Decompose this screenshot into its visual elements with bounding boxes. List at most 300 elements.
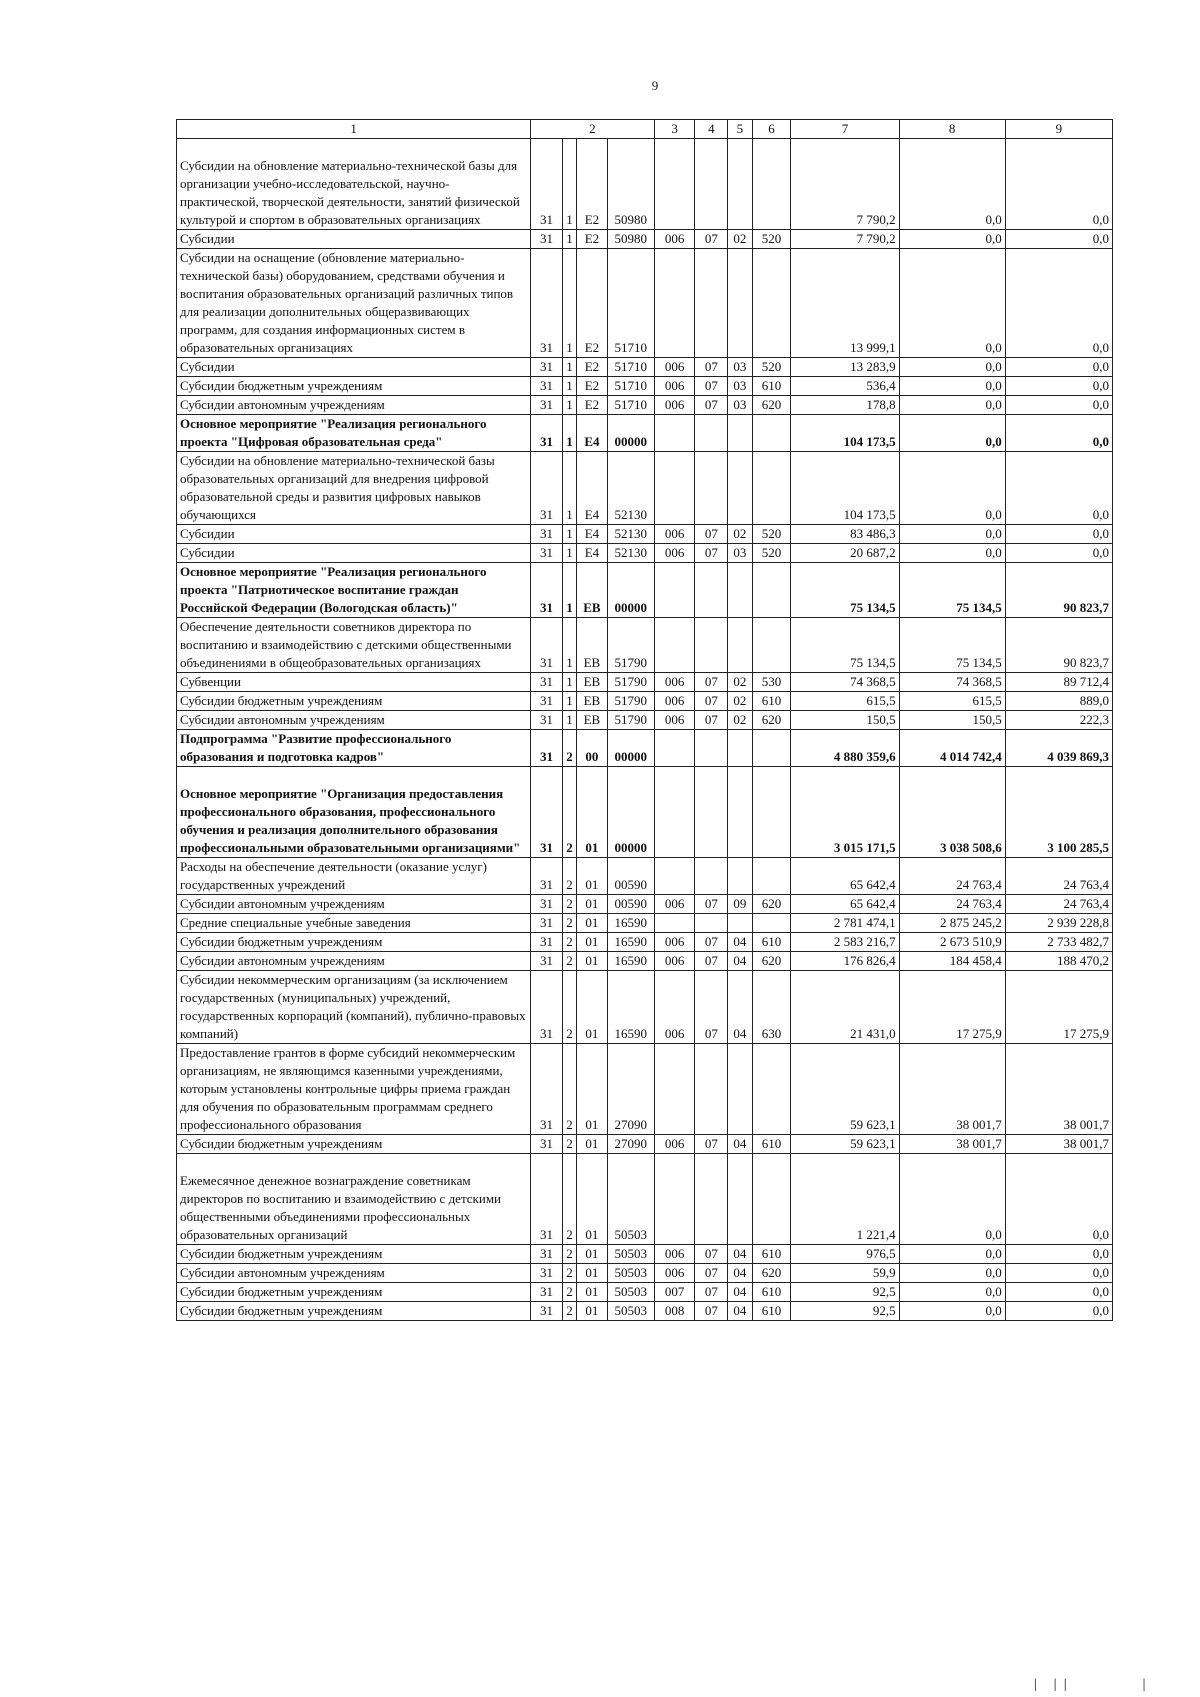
column-header: 8 [899, 120, 1005, 139]
row-name: Субсидии бюджетным учреждениям [177, 1283, 531, 1302]
amount-col-9: 0,0 [1005, 377, 1112, 396]
code-program: 31 [531, 785, 563, 858]
code-activity: EB [577, 692, 608, 711]
code-direction: 16590 [607, 933, 654, 952]
amount-col-9: 0,0 [1005, 415, 1112, 452]
code-program: 31 [531, 563, 563, 618]
row-name: Субсидии автономным учреждениям [177, 895, 531, 914]
amount-col-7: 2 583 216,7 [791, 933, 899, 952]
amount-col-8: 75 134,5 [899, 618, 1005, 673]
code-section: 07 [695, 230, 728, 249]
code-subprogram: 2 [562, 1245, 576, 1264]
code-direction: 51710 [607, 358, 654, 377]
code-program: 31 [531, 618, 563, 673]
code-program: 31 [531, 452, 563, 525]
row-name: Субсидии [177, 230, 531, 249]
amount-col-8: 0,0 [899, 157, 1005, 230]
code-program: 31 [531, 1135, 563, 1154]
table-row [177, 914, 1113, 933]
code-expense-type [752, 249, 791, 358]
amount-col-8: 38 001,7 [899, 1044, 1005, 1135]
amount-col-9: 3 100 285,5 [1005, 785, 1112, 858]
code-department [654, 452, 695, 525]
table-row [177, 452, 1113, 525]
table-row [177, 673, 1113, 692]
amount-col-9: 0,0 [1005, 1302, 1112, 1321]
code-expense-type [752, 452, 791, 525]
code-activity: 00 [577, 730, 608, 767]
amount-col-8: 0,0 [899, 1283, 1005, 1302]
code-section: 07 [695, 711, 728, 730]
code-direction: 51790 [607, 692, 654, 711]
code-direction: 51790 [607, 711, 654, 730]
amount-col-9: 0,0 [1005, 230, 1112, 249]
column-header: 9 [1005, 120, 1112, 139]
code-subprogram: 2 [562, 914, 576, 933]
amount-col-9: 90 823,7 [1005, 563, 1112, 618]
code-program: 31 [531, 396, 563, 415]
code-section [695, 1172, 728, 1245]
table-row [177, 1135, 1113, 1154]
code-direction: 00590 [607, 858, 654, 895]
code-department [654, 1172, 695, 1245]
table-row [177, 895, 1113, 914]
code-direction: 50980 [607, 157, 654, 230]
row-name: Субсидии на обновление материально-технической базы для организации учебно-исследовательской, научно-практической, творческой деятельности, занятий физической культурой и спортом в образовательных организациях [177, 157, 531, 230]
amount-col-8: 74 368,5 [899, 673, 1005, 692]
code-subprogram: 2 [562, 1172, 576, 1245]
column-header: 3 [654, 120, 695, 139]
code-direction: 00000 [607, 730, 654, 767]
row-name: Основное мероприятие "Реализация регионального проекта "Цифровая образовательная среда" [177, 415, 531, 452]
code-subsection: 04 [728, 952, 752, 971]
amount-col-7: 59 623,1 [791, 1135, 899, 1154]
code-subprogram: 1 [562, 544, 576, 563]
code-subsection [728, 730, 752, 767]
code-subprogram: 2 [562, 858, 576, 895]
row-name: Субсидии автономным учреждениям [177, 1264, 531, 1283]
scan-margin-mark: | || | [1033, 1677, 1152, 1691]
amount-col-7: 1 221,4 [791, 1172, 899, 1245]
code-direction: 50503 [607, 1264, 654, 1283]
code-program: 31 [531, 157, 563, 230]
code-activity: 01 [577, 1172, 608, 1245]
code-activity: E2 [577, 157, 608, 230]
code-direction: 52130 [607, 452, 654, 525]
amount-col-7: 75 134,5 [791, 563, 899, 618]
code-subsection [728, 914, 752, 933]
code-expense-type: 520 [752, 230, 791, 249]
code-section [695, 914, 728, 933]
code-department: 006 [654, 895, 695, 914]
code-department: 006 [654, 358, 695, 377]
table-row [177, 711, 1113, 730]
code-activity: E4 [577, 415, 608, 452]
table-row [177, 692, 1113, 711]
table-row [177, 249, 1113, 358]
code-expense-type: 520 [752, 525, 791, 544]
code-department: 006 [654, 544, 695, 563]
code-program: 31 [531, 933, 563, 952]
code-subprogram: 1 [562, 563, 576, 618]
amount-col-7: 976,5 [791, 1245, 899, 1264]
code-section [695, 452, 728, 525]
amount-col-8: 38 001,7 [899, 1135, 1005, 1154]
code-subprogram: 1 [562, 358, 576, 377]
row-name: Субсидии [177, 525, 531, 544]
code-subprogram: 1 [562, 692, 576, 711]
amount-col-9: 0,0 [1005, 1264, 1112, 1283]
code-expense-type [752, 1044, 791, 1135]
code-section: 07 [695, 952, 728, 971]
code-subsection: 04 [728, 933, 752, 952]
code-subsection: 03 [728, 396, 752, 415]
amount-col-7: 13 999,1 [791, 249, 899, 358]
row-name: Субсидии автономным учреждениям [177, 396, 531, 415]
amount-col-9: 222,3 [1005, 711, 1112, 730]
code-department: 006 [654, 230, 695, 249]
amount-col-8: 24 763,4 [899, 858, 1005, 895]
code-section: 07 [695, 933, 728, 952]
row-name: Подпрограмма "Развитие профессионального образования и подготовка кадров" [177, 730, 531, 767]
amount-col-7: 615,5 [791, 692, 899, 711]
code-subsection [728, 415, 752, 452]
column-header: 2 [531, 120, 654, 139]
amount-col-7: 536,4 [791, 377, 899, 396]
code-subprogram: 1 [562, 396, 576, 415]
code-expense-type: 520 [752, 358, 791, 377]
amount-col-8: 0,0 [899, 230, 1005, 249]
code-program: 31 [531, 952, 563, 971]
code-subprogram: 2 [562, 952, 576, 971]
code-subprogram: 2 [562, 971, 576, 1044]
row-name: Субсидии автономным учреждениям [177, 711, 531, 730]
code-activity: 01 [577, 1135, 608, 1154]
code-subsection [728, 785, 752, 858]
amount-col-7: 2 781 474,1 [791, 914, 899, 933]
code-direction: 52130 [607, 544, 654, 563]
amount-col-8: 0,0 [899, 358, 1005, 377]
amount-col-8: 24 763,4 [899, 895, 1005, 914]
code-section [695, 157, 728, 230]
code-activity: E4 [577, 544, 608, 563]
amount-col-8: 150,5 [899, 711, 1005, 730]
row-name: Субсидии [177, 544, 531, 563]
code-direction: 16590 [607, 952, 654, 971]
code-expense-type [752, 618, 791, 673]
code-expense-type [752, 914, 791, 933]
code-subprogram: 1 [562, 711, 576, 730]
amount-col-7: 104 173,5 [791, 452, 899, 525]
amount-col-7: 65 642,4 [791, 895, 899, 914]
code-direction: 00590 [607, 895, 654, 914]
table-row [177, 1044, 1113, 1135]
code-section [695, 249, 728, 358]
code-subprogram: 2 [562, 1264, 576, 1283]
code-program: 31 [531, 358, 563, 377]
code-direction: 16590 [607, 971, 654, 1044]
code-subprogram: 1 [562, 618, 576, 673]
row-name: Средние специальные учебные заведения [177, 914, 531, 933]
code-department [654, 858, 695, 895]
code-subprogram: 2 [562, 785, 576, 858]
code-expense-type: 520 [752, 544, 791, 563]
amount-col-9: 0,0 [1005, 544, 1112, 563]
code-subprogram: 1 [562, 415, 576, 452]
code-activity: E4 [577, 525, 608, 544]
table-row [177, 730, 1113, 767]
amount-col-9: 38 001,7 [1005, 1044, 1112, 1135]
code-department: 008 [654, 1302, 695, 1321]
code-program: 31 [531, 1044, 563, 1135]
code-activity: 01 [577, 933, 608, 952]
code-department [654, 1044, 695, 1135]
code-program: 31 [531, 1302, 563, 1321]
code-activity: EB [577, 711, 608, 730]
code-expense-type: 610 [752, 377, 791, 396]
column-header: 5 [728, 120, 752, 139]
amount-col-7: 7 790,2 [791, 230, 899, 249]
amount-col-8: 17 275,9 [899, 971, 1005, 1044]
code-expense-type [752, 858, 791, 895]
code-activity: 01 [577, 1044, 608, 1135]
amount-col-9: 89 712,4 [1005, 673, 1112, 692]
table-row [177, 358, 1113, 377]
table-row [177, 525, 1113, 544]
table-row [177, 1283, 1113, 1302]
code-subsection [728, 618, 752, 673]
code-department [654, 415, 695, 452]
amount-col-8: 0,0 [899, 452, 1005, 525]
amount-col-7: 59,9 [791, 1264, 899, 1283]
table-row [177, 563, 1113, 618]
code-activity: E2 [577, 396, 608, 415]
code-direction: 51710 [607, 377, 654, 396]
code-subsection [728, 1044, 752, 1135]
code-department [654, 785, 695, 858]
spacer-row [177, 139, 1113, 158]
code-department: 006 [654, 377, 695, 396]
amount-col-9: 0,0 [1005, 1245, 1112, 1264]
code-activity: 01 [577, 1245, 608, 1264]
code-subprogram: 1 [562, 673, 576, 692]
amount-col-9: 24 763,4 [1005, 895, 1112, 914]
table-row [177, 971, 1113, 1044]
spacer-row [177, 1154, 1113, 1173]
code-subsection: 02 [728, 230, 752, 249]
code-section: 07 [695, 1245, 728, 1264]
amount-col-9: 0,0 [1005, 157, 1112, 230]
code-department: 006 [654, 673, 695, 692]
code-subprogram: 1 [562, 525, 576, 544]
row-name: Субсидии на оснащение (обновление материально-технической базы) оборудованием, средствами обучения и воспитания образовательных организаций различных типов для реализации дополнительных общеразвивающих программ, для создания информационных систем в образовательных организациях [177, 249, 531, 358]
code-subsection: 04 [728, 1302, 752, 1321]
code-department: 006 [654, 1135, 695, 1154]
code-subprogram: 2 [562, 1135, 576, 1154]
amount-col-8: 615,5 [899, 692, 1005, 711]
table-row [177, 415, 1113, 452]
code-section [695, 618, 728, 673]
code-direction: 50503 [607, 1245, 654, 1264]
budget-table [176, 119, 1113, 1321]
code-activity: 01 [577, 895, 608, 914]
code-subprogram: 2 [562, 1044, 576, 1135]
table-row [177, 1302, 1113, 1321]
amount-col-7: 21 431,0 [791, 971, 899, 1044]
table-row [177, 377, 1113, 396]
code-subsection [728, 1172, 752, 1245]
amount-col-7: 65 642,4 [791, 858, 899, 895]
row-name: Основное мероприятие "Реализация регионального проекта "Патриотическое воспитание граждан Российской Федерации (Вологодская область)" [177, 563, 531, 618]
code-subprogram: 1 [562, 377, 576, 396]
code-direction: 50980 [607, 230, 654, 249]
code-department: 006 [654, 1245, 695, 1264]
code-subprogram: 2 [562, 895, 576, 914]
code-direction: 00000 [607, 415, 654, 452]
code-program: 31 [531, 1283, 563, 1302]
code-direction: 50503 [607, 1172, 654, 1245]
row-name: Ежемесячное денежное вознаграждение советникам директоров по воспитанию и взаимодействию с детскими общественными объединениями профессиональных образовательных организаций [177, 1172, 531, 1245]
code-direction: 27090 [607, 1135, 654, 1154]
code-section: 07 [695, 1135, 728, 1154]
code-subsection: 02 [728, 673, 752, 692]
spacer-row [177, 767, 1113, 786]
row-name: Основное мероприятие "Организация предоставления профессионального образования, профессионального обучения и реализация дополнительного образования профессиональными образовательными организациями" [177, 785, 531, 858]
code-direction: 16590 [607, 914, 654, 933]
amount-col-9: 0,0 [1005, 396, 1112, 415]
amount-col-9: 0,0 [1005, 358, 1112, 377]
table-body [177, 139, 1113, 1321]
code-program: 31 [531, 377, 563, 396]
code-direction: 51710 [607, 249, 654, 358]
row-name: Субсидии бюджетным учреждениям [177, 1245, 531, 1264]
code-activity: 01 [577, 952, 608, 971]
code-activity: 01 [577, 858, 608, 895]
code-activity: 01 [577, 1283, 608, 1302]
code-subprogram: 1 [562, 452, 576, 525]
table-row [177, 157, 1113, 230]
code-department [654, 563, 695, 618]
code-subprogram: 2 [562, 933, 576, 952]
column-header: 6 [752, 120, 791, 139]
page-number: 9 [651, 78, 659, 93]
code-section: 07 [695, 1283, 728, 1302]
row-name: Субсидии на обновление материально-технической базы образовательных организаций для внедрения цифровой образовательной среды и развития цифровых навыков обучающихся [177, 452, 531, 525]
amount-col-7: 59 623,1 [791, 1044, 899, 1135]
code-section [695, 730, 728, 767]
code-subsection: 04 [728, 971, 752, 1044]
code-activity: E2 [577, 230, 608, 249]
code-subsection: 02 [728, 711, 752, 730]
code-section: 07 [695, 692, 728, 711]
table-row [177, 618, 1113, 673]
amount-col-9: 889,0 [1005, 692, 1112, 711]
column-header: 7 [791, 120, 899, 139]
code-activity: 01 [577, 1302, 608, 1321]
code-subprogram: 1 [562, 157, 576, 230]
table-row [177, 785, 1113, 858]
code-department: 006 [654, 1264, 695, 1283]
code-program: 31 [531, 730, 563, 767]
code-expense-type: 610 [752, 1283, 791, 1302]
amount-col-7: 4 880 359,6 [791, 730, 899, 767]
amount-col-7: 92,5 [791, 1283, 899, 1302]
code-activity: E2 [577, 249, 608, 358]
code-department [654, 157, 695, 230]
amount-col-9: 0,0 [1005, 452, 1112, 525]
code-direction: 51790 [607, 618, 654, 673]
code-program: 31 [531, 673, 563, 692]
code-department [654, 730, 695, 767]
code-section [695, 1044, 728, 1135]
code-subsection: 04 [728, 1264, 752, 1283]
amount-col-7: 74 368,5 [791, 673, 899, 692]
code-program: 31 [531, 249, 563, 358]
amount-col-7: 7 790,2 [791, 157, 899, 230]
code-direction: 50503 [607, 1302, 654, 1321]
code-section: 07 [695, 525, 728, 544]
code-direction: 51710 [607, 396, 654, 415]
code-department: 006 [654, 396, 695, 415]
code-program: 31 [531, 692, 563, 711]
code-program: 31 [531, 525, 563, 544]
amount-col-9: 38 001,7 [1005, 1135, 1112, 1154]
code-direction: 52130 [607, 525, 654, 544]
code-section: 07 [695, 396, 728, 415]
code-activity: E2 [577, 358, 608, 377]
amount-col-8: 75 134,5 [899, 563, 1005, 618]
table-row [177, 933, 1113, 952]
code-expense-type: 530 [752, 673, 791, 692]
code-subsection: 04 [728, 1135, 752, 1154]
code-activity: 01 [577, 914, 608, 933]
amount-col-7: 83 486,3 [791, 525, 899, 544]
table-row [177, 952, 1113, 971]
amount-col-9: 17 275,9 [1005, 971, 1112, 1044]
code-direction: 50503 [607, 1283, 654, 1302]
amount-col-9: 0,0 [1005, 525, 1112, 544]
code-subsection: 02 [728, 692, 752, 711]
amount-col-8: 4 014 742,4 [899, 730, 1005, 767]
code-section: 07 [695, 895, 728, 914]
code-subprogram: 2 [562, 1302, 576, 1321]
code-department [654, 618, 695, 673]
code-section: 07 [695, 358, 728, 377]
code-department: 006 [654, 711, 695, 730]
code-program: 31 [531, 1264, 563, 1283]
row-name: Обеспечение деятельности советников директора по воспитанию и взаимодействию с детскими общественными объединениями в общеобразовательных организациях [177, 618, 531, 673]
amount-col-8: 184 458,4 [899, 952, 1005, 971]
amount-col-8: 0,0 [899, 396, 1005, 415]
code-activity: EB [577, 563, 608, 618]
code-program: 31 [531, 1172, 563, 1245]
code-direction: 00000 [607, 563, 654, 618]
amount-col-9: 4 039 869,3 [1005, 730, 1112, 767]
row-name: Предоставление грантов в форме субсидий некоммерческим организациям, не являющимся казенными учреждениями, которым установлены контрольные цифры приема граждан для обучения по образовательным программам среднего профессионального образования [177, 1044, 531, 1135]
code-expense-type [752, 730, 791, 767]
code-expense-type [752, 157, 791, 230]
code-subsection: 04 [728, 1245, 752, 1264]
code-activity: EB [577, 673, 608, 692]
amount-col-8: 0,0 [899, 377, 1005, 396]
table-row [177, 396, 1113, 415]
code-section: 07 [695, 971, 728, 1044]
code-direction: 27090 [607, 1044, 654, 1135]
code-section: 07 [695, 673, 728, 692]
code-subsection [728, 249, 752, 358]
code-program: 31 [531, 914, 563, 933]
code-subsection: 04 [728, 1283, 752, 1302]
